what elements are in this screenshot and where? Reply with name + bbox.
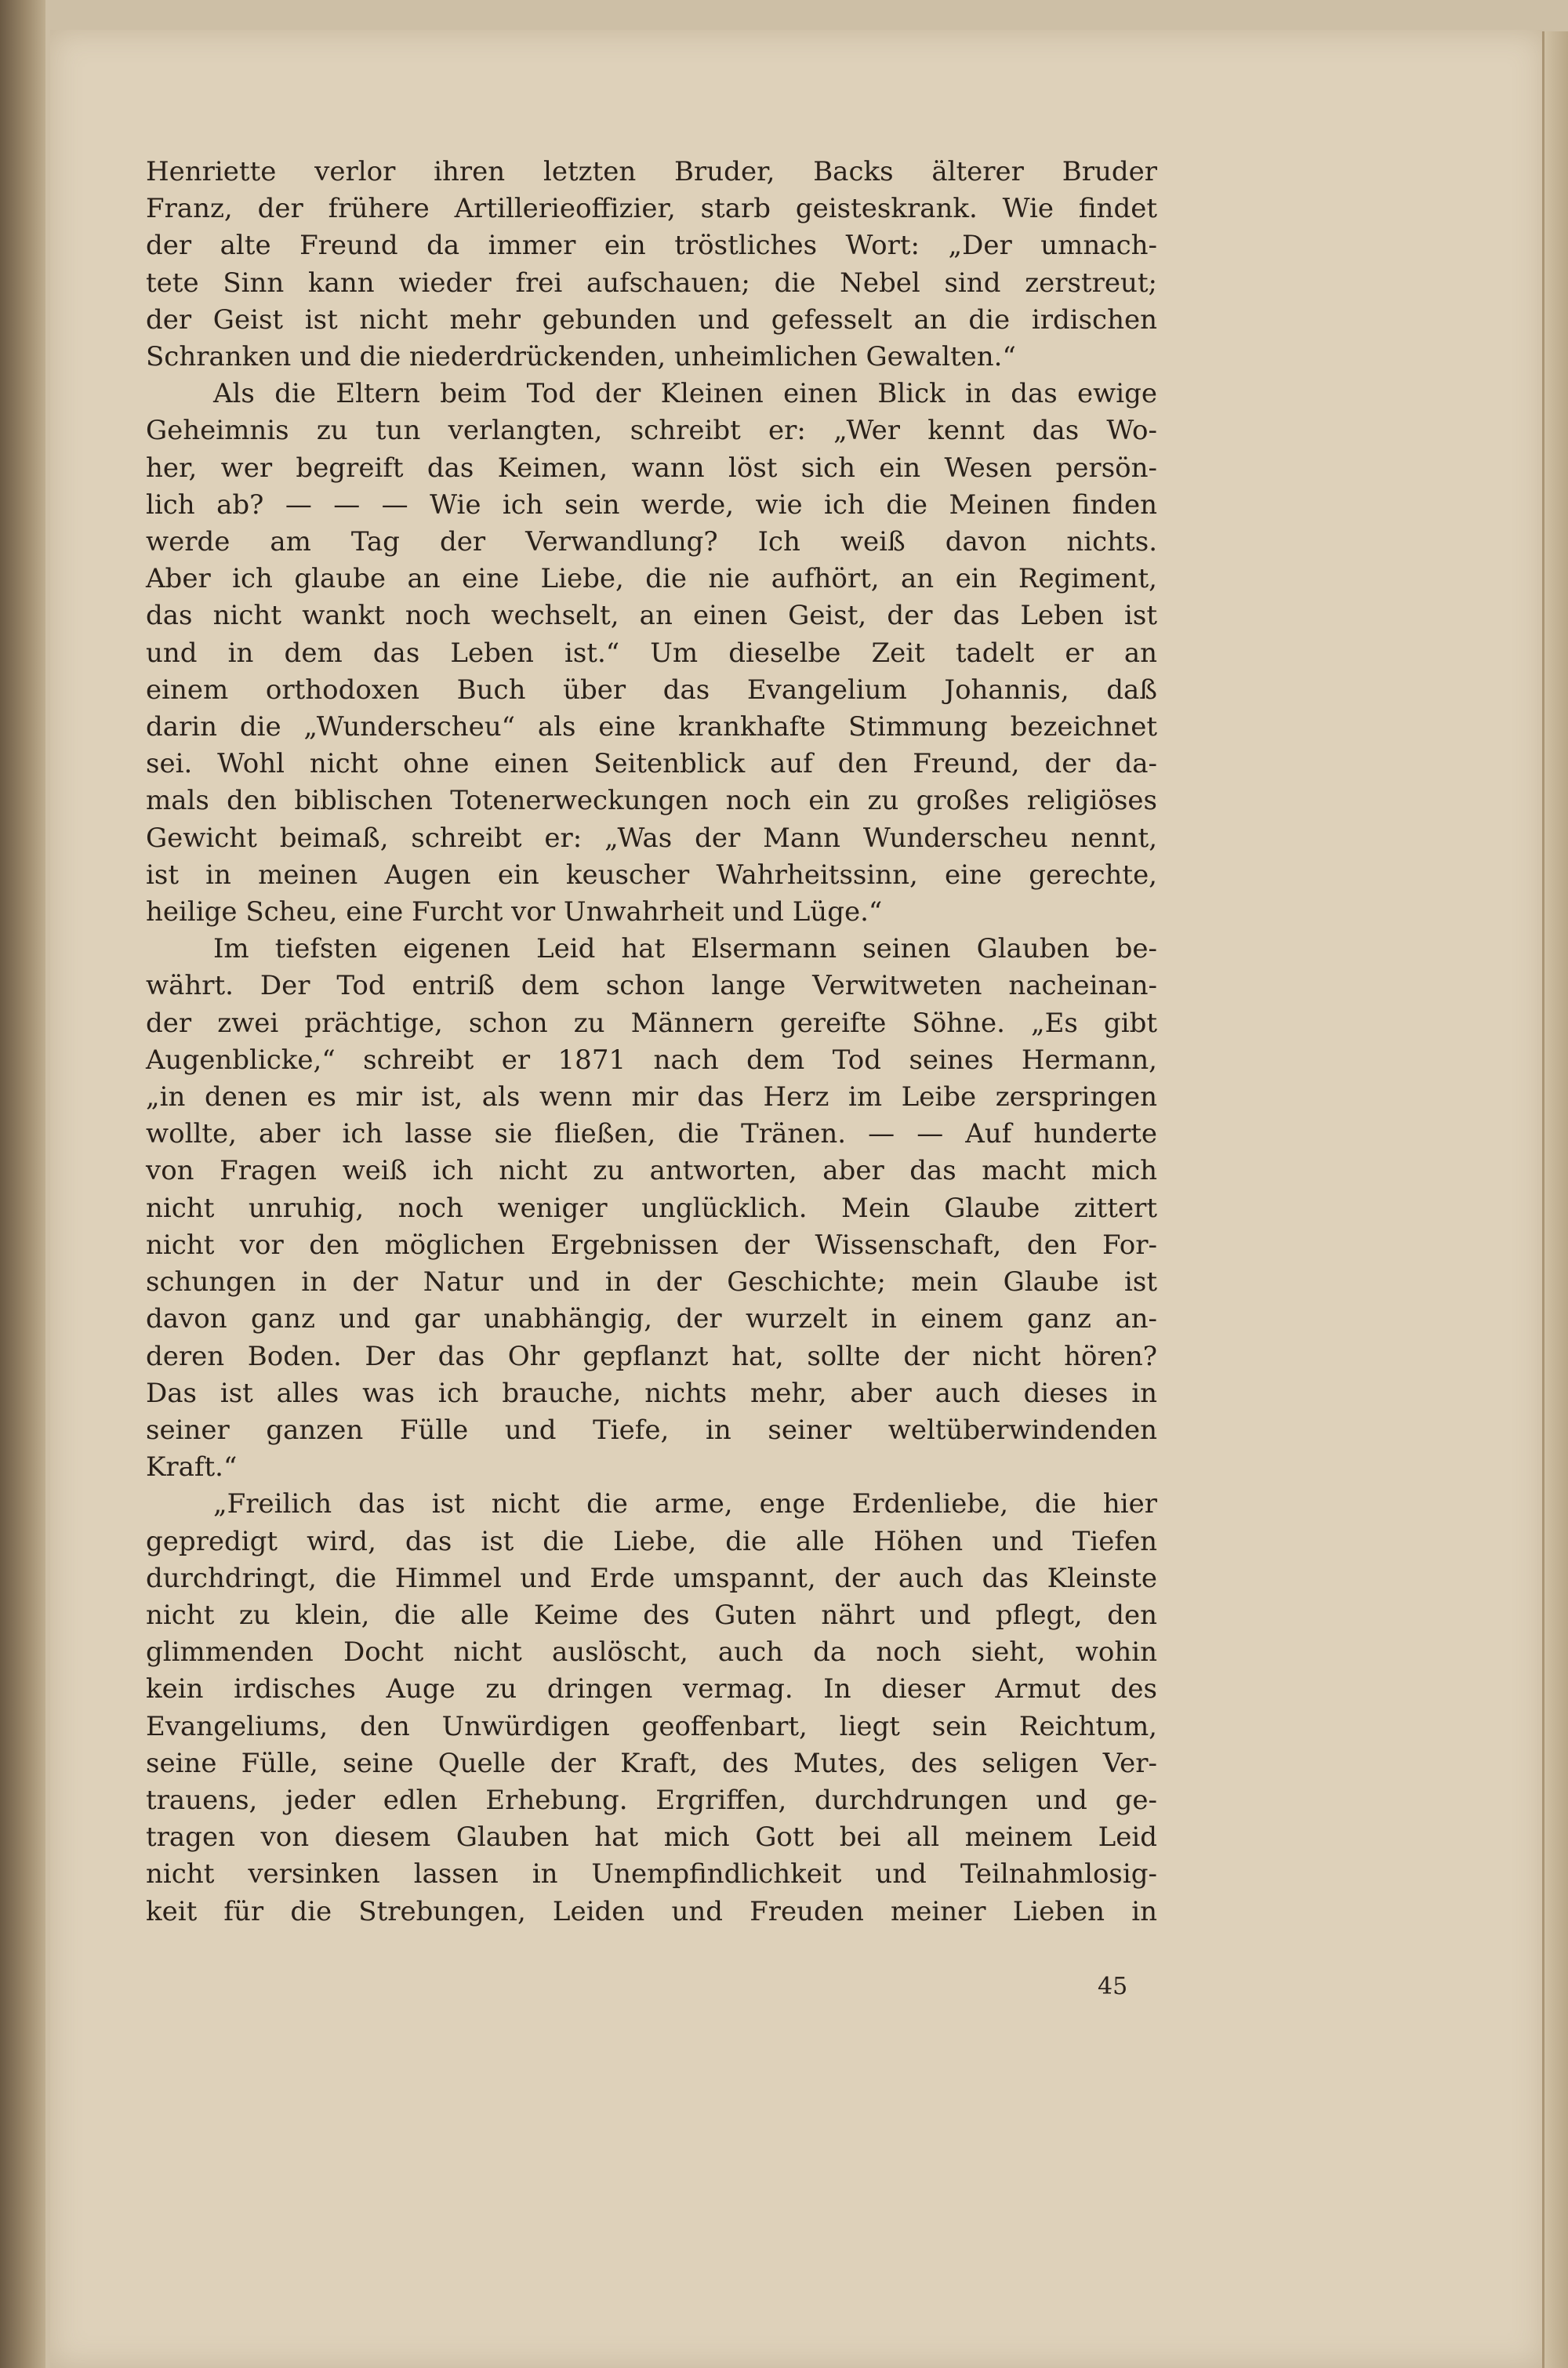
text-line: der Geist ist nicht mehr gebunden und gefesselt an die irdischen xyxy=(146,303,1157,336)
text-line: Gewicht beimaß, schreibt er: „Was der Mann Wunderscheu nennt, xyxy=(146,822,1157,854)
text-line: Franz, der frühere Artillerieoffizier, starb geisteskrank. Wie findet xyxy=(146,193,1157,225)
text-line: tragen von diesem Glauben hat mich Gott bei all meinem Leid xyxy=(146,1821,1157,1854)
text-line: Aber ich glaube an eine Liebe, die nie aufhört, an ein Regiment, xyxy=(146,563,1157,595)
text-line: Das ist alles was ich brauche, nichts mehr, aber auch dieses in xyxy=(146,1377,1157,1409)
text-line: von Fragen weiß ich nicht zu antworten, aber das macht mich xyxy=(146,1155,1157,1187)
text-line: glimmenden Docht nicht auslöscht, auch da noch sieht, wohin xyxy=(146,1636,1157,1669)
text-line: gepredigt wird, das ist die Liebe, die alle Höhen und Tiefen xyxy=(146,1525,1157,1557)
page-edge xyxy=(1542,31,1568,2368)
text-line: nicht versinken lassen in Unempfindlichkeit und Teilnahmlosig- xyxy=(146,1858,1157,1890)
text-line: ist in meinen Augen ein keuscher Wahrheitssinn, eine gerechte, xyxy=(146,859,1157,891)
text-line: und in dem das Leben ist.“ Um dieselbe Zeit tadelt er an xyxy=(146,637,1157,669)
text-line: währt. Der Tod entriß dem schon lange Verwitweten nacheinan- xyxy=(146,970,1157,1002)
text-line: werde am Tag der Verwandlung? Ich weiß davon nichts. xyxy=(146,526,1157,558)
text-line: Im tiefsten eigenen Leid hat Elsermann seinen Glauben be- xyxy=(213,933,1157,965)
text-line: Augenblicke,“ schreibt er 1871 nach dem Tod seines Hermann, xyxy=(146,1044,1157,1076)
text-line: Als die Eltern beim Tod der Kleinen einen Blick in das ewige xyxy=(213,378,1157,410)
text-line: durchdringt, die Himmel und Erde umspannt, der auch das Kleinste xyxy=(146,1562,1157,1594)
text-line: das nicht wankt noch wechselt, an einen Geist, der das Leben ist xyxy=(146,600,1157,632)
text-line: mals den biblischen Totenerweckungen noch ein zu großes religiöses xyxy=(146,785,1157,817)
text-line: nicht unruhig, noch weniger unglücklich. Mein Glaube zittert xyxy=(146,1192,1157,1224)
text-line: trauens, jeder edlen Erhebung. Ergriffen, durchdrungen und ge- xyxy=(146,1784,1157,1816)
text-line: her, wer begreift das Keimen, wann löst sich ein Wesen persön- xyxy=(146,452,1157,484)
page-number: 45 xyxy=(1098,1973,1128,2000)
text-line: Kraft.“ xyxy=(146,1451,238,1484)
text-line: heilige Scheu, eine Furcht vor Unwahrheit und Lüge.“ xyxy=(146,896,883,928)
text-line: Evangeliums, den Unwürdigen geoffenbart, liegt sein Reichtum, xyxy=(146,1710,1157,1742)
text-line: der alte Freund da immer ein tröstliches Wort: „Der umnach- xyxy=(146,230,1157,262)
book-gutter xyxy=(0,0,45,2368)
text-line: einem orthodoxen Buch über das Evangelium Johannis, daß xyxy=(146,674,1157,706)
text-line: davon ganz und gar unabhängig, der wurzelt in einem ganz an- xyxy=(146,1303,1157,1335)
text-line: keit für die Strebungen, Leiden und Freuden meiner Lieben in xyxy=(146,1895,1157,1927)
text-line: darin die „Wunderscheu“ als eine krankhafte Stimmung bezeichnet xyxy=(146,711,1157,743)
text-line: der zwei prächtige, schon zu Männern gereifte Söhne. „Es gibt xyxy=(146,1007,1157,1039)
text-line: seine Fülle, seine Quelle der Kraft, des Mutes, des seligen Ver- xyxy=(146,1747,1157,1779)
body-text xyxy=(146,154,1157,1930)
text-line: sei. Wohl nicht ohne einen Seitenblick auf den Freund, der da- xyxy=(146,748,1157,780)
text-line: wollte, aber ich lasse sie fließen, die Tränen. — — Auf hunderte xyxy=(146,1118,1157,1150)
text-line: nicht zu klein, die alle Keime des Guten nährt und pflegt, den xyxy=(146,1599,1157,1631)
text-line: tete Sinn kann wieder frei aufschauen; die Nebel sind zerstreut; xyxy=(146,267,1157,299)
text-line: kein irdisches Auge zu dringen vermag. In dieser Armut des xyxy=(146,1673,1157,1705)
text-line: deren Boden. Der das Ohr gepflanzt hat, sollte der nicht hören? xyxy=(146,1340,1157,1372)
text-line: Henriette verlor ihren letzten Bruder, Backs älterer Bruder xyxy=(146,156,1157,187)
text-line: „in denen es mir ist, als wenn mir das Herz im Leibe zerspringen xyxy=(146,1081,1157,1113)
text-line: seiner ganzen Fülle und Tiefe, in seiner weltüberwindenden xyxy=(146,1414,1157,1446)
text-line: schungen in der Natur und in der Geschichte; mein Glaube ist xyxy=(146,1266,1157,1298)
text-line: lich ab? — — — Wie ich sein werde, wie ich die Meinen finden xyxy=(146,488,1157,521)
text-line: Schranken und die niederdrückenden, unheimlichen Gewalten.“ xyxy=(146,341,1016,373)
text-line: Geheimnis zu tun verlangten, schreibt er: „Wer kennt das Wo- xyxy=(146,415,1157,447)
text-line: „Freilich das ist nicht die arme, enge Erdenliebe, die hier xyxy=(213,1488,1157,1520)
text-line: nicht vor den möglichen Ergebnissen der Wissenschaft, den For- xyxy=(146,1229,1157,1261)
